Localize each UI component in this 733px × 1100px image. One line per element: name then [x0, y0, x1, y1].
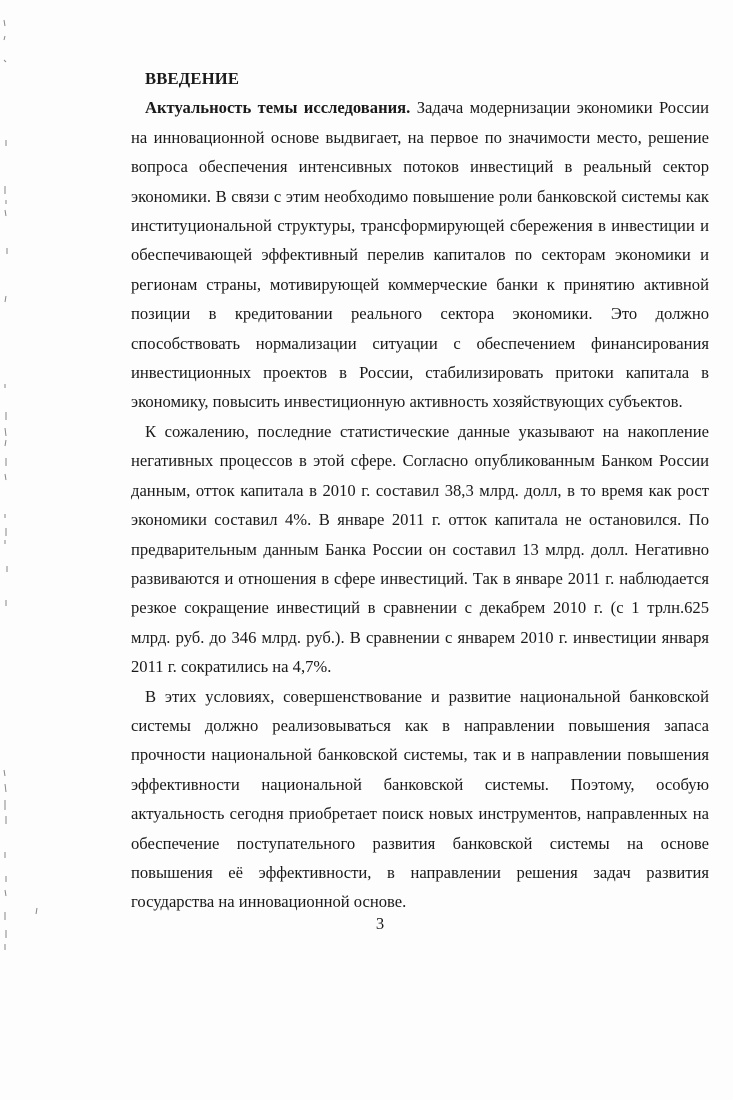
paragraph-lead: Актуальность темы исследования. [145, 98, 411, 118]
page-number: 3 [375, 914, 385, 933]
paragraph-text: К сожалению, последние статистические данные указывают на накопление негативных процессов в этой сфере. Согласно опубликованным Банком России данным, отток капитала в 2010 г. составил 38,3 млрд. долл, в то время как рост экономики составил 4%. В январе 2011 г. отток капитала не остановился. По предварительным данным Банка России он составил 13 млрд. долл. Негативно развиваются и отношения в сфере инвестиций. Так в январе 2011 г. наблюдается резкое сокращение инвестиций в сравнении с декабрем 2010 г. (с 1 трлн.625 млрд. руб. до 346 млрд. руб.). В сравнении с январем 2010 г. инвестиции января 2011 г. сократились на 4,7%. [131, 421, 709, 677]
paragraph-statistics [131, 417, 709, 682]
paragraph-conditions [131, 682, 709, 917]
section-heading: ВВЕДЕНИЕ [145, 69, 240, 88]
paragraph-text: В этих условиях, совершенствование и развитие национальной банковской системы должно реализовываться как в направлении повышения запаса прочности национальной банковской системы, так и в направлении повышения эффективности национальной банковской системы. Поэтому, особую актуальность сегодня приобретает поиск новых инструментов, направленных на обеспечение поступательного развития банковской системы на основе повышения её эффективности, в направлении решения задач развития государства на инновационной основе. [131, 686, 709, 912]
paragraph-relevance [131, 93, 709, 416]
document-body [131, 64, 709, 917]
paragraph-text: Задача модернизации экономики России на инновационной основе выдвигает, на первое по значимости место, решение вопроса обеспечения интенсивных потоков инвестиций в реальный сектор экономики. В связи с этим необходимо повышение роли банковской системы как институциональной структуры, трансформирующей сбережения в инвестиции и обеспечивающей эффективный перелив капиталов по секторам экономики и регионам страны, мотивирующей коммерческие банки к принятию активной позиции в кредитовании реального сектора экономики. Это должно способствовать нормализации ситуации с обеспечением финансирования инвестиционных проектов в России, стабилизировать притоки капитала в экономику, повысить инвестиционную активность хозяйствующих субъектов. [131, 98, 709, 412]
